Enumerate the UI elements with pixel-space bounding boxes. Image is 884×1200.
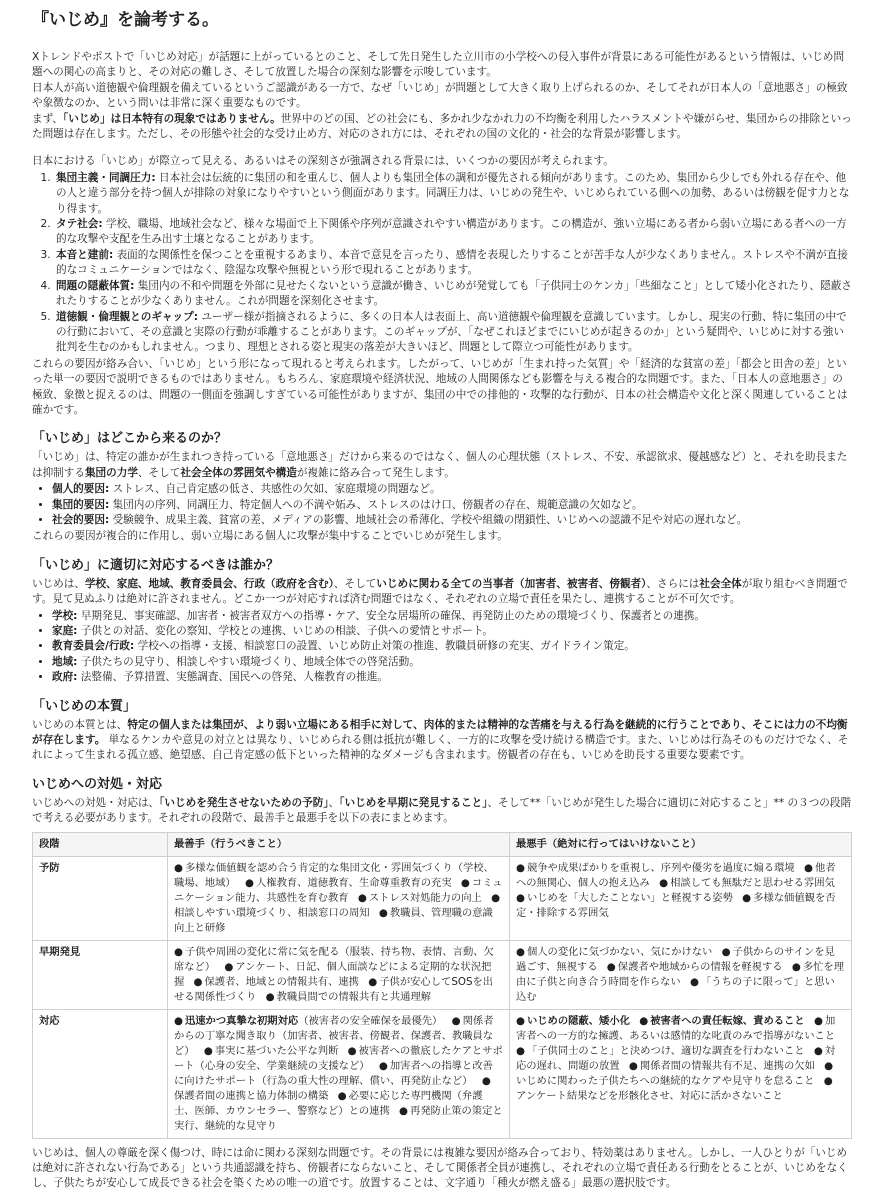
section-heading-who: 「いじめ」に適切に対応するべきは誰か？: [32, 557, 280, 573]
origin-item: [52, 513, 852, 528]
table-bullet-text: 「子供同士のこと」と決めつけ、適切な調査を行わないこと: [526, 1044, 805, 1057]
emphasis-text: いじめに関わる全ての当事者（加害者、被害者、傍観者）: [376, 577, 647, 590]
table-header-stage: 段階: [33, 832, 168, 856]
factors-intro: 日本における「いじめ」が際立って見える、あるいはその深刻さが強調される背景には、いくつかの要因が考えられます。: [32, 155, 614, 168]
body-text: いじめへの対処・対応は、: [32, 796, 160, 809]
factor-label: 問題の隠蔽体質:: [56, 279, 135, 292]
table-header-worst: 最悪手（絶対に行ってはいけないこと）: [509, 832, 851, 856]
table-bullet-text: 他者への無関心、個人の抱え込み: [515, 861, 836, 889]
who-item: [52, 624, 852, 639]
bullet-icon: ●: [203, 1044, 213, 1057]
table-cell-worst: [509, 856, 851, 940]
bullet-icon: ●: [173, 945, 183, 958]
bullet-icon: ●: [399, 1104, 409, 1117]
who-item-label: 地域:: [52, 655, 78, 668]
table-bullet-text: 再発防止策の策定と実行、継続的な見守り: [173, 1104, 503, 1132]
intro-paragraph-2: 日本人が高い道徳観や倫理観を備えているというご認識がある一方で、なぜ「いじめ」が問題として大きく取り上げられるのか、そしてそれが日本人の「意地悪さ」の極致や象徴なのか、という問いは非常に深く重要なものです。: [32, 81, 848, 110]
table-bullet-text: 教職員、管理職の意識向上と研修: [173, 906, 493, 934]
table-bullet-text: 保護者や地域からの情報を軽視する: [617, 960, 783, 973]
factor-text: 学校、職場、地域社会など、様々な場面で上下関係や序列が意識されやすい構造があります。この構造が、強い立場にある者から弱い立場にある者への一方的な攻撃や支配を生み出す土壌となることがあります。: [56, 218, 847, 246]
response-body: [32, 796, 852, 827]
who-item: [52, 639, 852, 654]
table-bullet-item: [516, 1045, 805, 1057]
bullet-icon: ●: [378, 1059, 388, 1072]
body-text: 、そして**「いじめが発生した場合に適切に対応すること」** の３つの段階で考える必要があります。それぞれの段階で、最善手と最悪手を以下の表にまとめます。: [32, 796, 852, 825]
table-bullet-text: 関係者間の情報共有不足、連携の欠如: [639, 1059, 815, 1072]
table-bullet-text: 多様な価値観を認め合う肯定的な集団文化・雰囲気づくり（学校、職場、地域）: [173, 861, 494, 889]
origin-item-label: 集団的要因:: [52, 498, 110, 511]
bullet-icon: ●: [515, 891, 525, 904]
table-bullet-text: 事実に基づいた公平な判断: [214, 1044, 339, 1057]
table-bullet-text: 関係者からの丁寧な聞き取り（加害者、被害者、傍観者、保護者、教職員など）: [173, 1014, 494, 1057]
emphasis-text: 社会全体: [699, 577, 742, 590]
page-title: 『いじめ』を論考する。: [32, 10, 219, 30]
factor-item: [54, 217, 852, 248]
bullet-icon: ●: [451, 1014, 461, 1027]
table-cell-worst: [509, 1009, 851, 1138]
table-bullet-text: コミュニケーション能力、共感性を育む教育: [173, 876, 503, 904]
bullet-icon: ●: [813, 1014, 823, 1027]
intro-rest: 世界中のどの国、どの社会にも、多かれ少なかれ力の不均衡を利用したハラスメントや嫌がらせ、集団からの排除といった問題は存在します。ただし、その形態や社会的な受け止め方、対応のされ方には、それぞれの国の文化的・社会的な背景が影響します。: [32, 112, 852, 141]
table-bullet-text: 教職員間での情報共有と共通理解: [276, 990, 432, 1003]
intro-paragraph-3: [32, 112, 852, 143]
emphasis-text: 学校、家庭、地域、教育委員会、行政（政府を含む）: [84, 577, 334, 590]
table-bullet-text: ストレス対処能力の向上: [368, 891, 482, 904]
factor-text: 表面的な関係性を保つことを重視するあまり、本音で意見を言ったり、感情を表現したりすることが苦手な人が少なくありません。ストレスや不満が直接的なコミュニケーションではなく、陰湿な攻撃や無視という形で現れることがあります。: [56, 248, 848, 277]
body-text: 、: [328, 796, 340, 809]
bullet-icon: ●: [173, 861, 183, 874]
body-text: 単なるケンカや意見の対立とは異なり、いじめられる側は抵抗が難しく、一方的に攻撃を受け続ける構造です。また、いじめは行為そのものだけでなく、それによって生まれる孤立感、絶望感、自己肯定感の低下といった精神的なダメージも含まれます。傍観者の存在も、いじめを助長する重要な要素です。: [32, 734, 849, 762]
response-table: [32, 832, 852, 1139]
bullet-icon: ●: [378, 906, 388, 919]
table-header-row: [33, 832, 852, 856]
bullet-icon: ●: [245, 876, 254, 889]
bullet-icon: ●: [689, 975, 699, 988]
intro-lead: まず、: [32, 112, 63, 125]
table-bullet-text: いじめを「大したことない」と軽視する姿勢: [526, 891, 733, 904]
body-text: が複雑に絡み合って発生します。: [296, 466, 455, 479]
table-bullet-text: 加害者への一方的な擁護、あるいは感情的な叱責のみで指導がないこと: [515, 1014, 836, 1042]
table-bullet-text: 個人の変化に気づかない、気にかけない: [526, 945, 713, 958]
table-bullet-item: [204, 1045, 339, 1057]
emphasis-text: 特定の個人または集団が、より弱い立場にある相手に対して、肉体的または精神的な苦痛を与える行為を継続的に行うことであり、そこには力の不均衡が存在します。: [32, 718, 848, 747]
table-bullet-item: [516, 862, 795, 874]
table-bullet-text: 保護者間の連携と協力体制の構築: [173, 1089, 329, 1102]
body-text: が取り組むべき問題です。見て見ぬふりは絶対に許されません。どこか一つが対応すれば済む問題ではなく、それぞれの立場で責任を果たし、連携することが不可欠です。: [32, 577, 848, 606]
table-bullet-item: [194, 976, 359, 988]
bullet-icon: ●: [721, 945, 731, 958]
table-bullet-item: [358, 892, 482, 904]
bullet-icon: ●: [639, 1014, 649, 1027]
body-text: 「いじめ」は、特定の誰かが生まれつき持っている「意地悪さ」だけから来るのではなく、個人の心理状態（ストレス、不安、承認欲求、優越感など）と、それを助長または抑制する: [32, 451, 848, 479]
body-text: いじめは、: [32, 577, 85, 590]
who-item-label: 学校:: [52, 609, 78, 622]
who-list: [32, 609, 852, 686]
factor-label: 道徳観・倫理観とのギャップ:: [56, 310, 198, 323]
table-row: [33, 856, 852, 940]
body-text: 、さらには: [646, 577, 700, 590]
who-item-text: 子供たちの見守り、相談しやすい環境づくり、地域全体での啓発活動。: [77, 655, 420, 668]
bullet-icon: ●: [791, 960, 801, 973]
table-bullet-text: 必要に応じた専門機関（弁護士、医師、カウンセラー、警察など）との連携: [173, 1089, 483, 1117]
bullet-icon: ●: [193, 975, 203, 988]
table-cell-best: [167, 1009, 509, 1138]
factors-list: [32, 171, 852, 356]
intro-paragraph-1: Xトレンドやポストで「いじめ対応」が話題に上がっているとのこと、そして先日発生した立川市の小学校への侵入事件が背景にある可能性があるという情報は、いじめ問題への関心の高まりと、その対応の難しさ、そして放置した場合の深刻な影響を示唆しています。: [32, 51, 845, 79]
table-bullet-item: [174, 1015, 442, 1027]
table-bullet-text: 相談しやすい環境づくり、相談窓口の周知: [173, 906, 370, 919]
bullet-icon: ●: [628, 1059, 638, 1072]
table-bullet-bold: 迅速かつ真摯な初期対応: [184, 1014, 299, 1027]
table-bullet-text: 「うちの子に限って」と思い込む: [515, 975, 835, 1003]
factors-conclusion: これらの要因が絡み合い、「いじめ」という形になって現れると考えられます。したがって、いじめが「生まれ持った気質」や「経済的な貧富の差」「都会と田舎の差」といった単一の要因で説明できるものではありません。もちろん、家庭環境や経済状況、地域の人間関係なども影響を与える複合的な問題です。また、「日本人の意地悪さ」の極致、象徴と捉えるのは、問題の一側面を強調しすぎている可能性がありますが、集団の中での排他的・攻撃的な行動が、日本の社会構造や文化と深く関連していることは確かです。: [32, 357, 848, 416]
table-bullet-bold: 被害者への責任転嫁、責めること: [650, 1014, 805, 1027]
origin-item-text: 受験競争、成果主義、貧富の差、メディアの影響、地域社会の希薄化、学校や組織の閉鎖性、いじめへの認識不足や対応の遅れなど。: [109, 513, 748, 526]
bullet-icon: ●: [347, 1044, 357, 1057]
table-bullet-text: 相談しても無駄だと思わせる雰囲気: [670, 876, 835, 889]
bullet-icon: ●: [515, 945, 525, 958]
table-bullet-text: 子供や周囲の変化に常に気を配る（服装、持ち物、表情、言動、欠席など）: [173, 945, 494, 973]
bullet-icon: ●: [337, 1089, 347, 1102]
bullet-icon: ●: [742, 891, 752, 904]
origin-item: [52, 498, 852, 513]
section-heading-response: いじめへの対処・対応: [32, 776, 163, 792]
essence-body: [32, 718, 852, 764]
bullet-icon: ●: [265, 990, 275, 1003]
bullet-icon: ●: [823, 1074, 833, 1087]
table-cell-worst: [509, 940, 851, 1009]
table-bullet-text: いじめに関わった子供たちへの継続的なケアや見守りを怠ること: [515, 1074, 815, 1087]
table-cell-stage: 対応: [33, 1009, 168, 1138]
bullet-icon: ●: [515, 861, 525, 874]
who-item: [52, 670, 852, 685]
table-bullet-text: 競争や成果ばかりを重視し、序列や優劣を過度に煽る環境: [526, 861, 795, 874]
intro-bold: 「いじめ」は日本特有の現象ではありません。: [62, 112, 281, 125]
body-text: 、そして: [137, 466, 181, 479]
table-bullet-item: [245, 877, 452, 889]
table-bullet-text: 多様な価値観を否定・排除する雰囲気: [515, 891, 836, 919]
factor-item: [54, 279, 852, 310]
table-cell-best: [167, 856, 509, 940]
factor-text: 集団内の不和や問題を外部に見せたくないという意識が働き、いじめが発覚しても「子供同士のケンカ」「些細なこと」として矮小化されたり、隠蔽されたりすることが少なくありません。これが問題を深刻化させます。: [56, 279, 852, 308]
table-bullet-note: （被害者の安全確保を最優先）: [298, 1014, 443, 1027]
section-heading-origin: 「いじめ」はどこから来るのか？: [32, 431, 228, 447]
table-bullet-item: [629, 1060, 815, 1072]
origin-body: [32, 450, 852, 481]
bullet-icon: ●: [491, 891, 501, 904]
bullet-icon: ●: [515, 1014, 525, 1027]
table-bullet-text: 対応の遅れ、問題の放置: [515, 1044, 836, 1072]
table-cell-stage: 早期発見: [33, 940, 168, 1009]
who-item-label: 家庭:: [52, 625, 78, 637]
emphasis-text: 「いじめを早期に発見すること」: [339, 796, 488, 809]
bullet-icon: ●: [659, 876, 669, 889]
table-bullet-text: 加害者への指導と改善に向けたサポート（行為の重大性の理解、償い、再発防止など）: [173, 1059, 493, 1087]
table-cell-stage: 予防: [33, 856, 168, 940]
table-bullet-text: アンケート結果などを形骸化させ、対応に活かさないこと: [515, 1089, 783, 1102]
body-text: いじめの本質とは、: [32, 718, 128, 731]
factor-label: 集団主義・同調圧力:: [56, 171, 156, 184]
who-item-label: 政府:: [52, 671, 78, 684]
who-item: [52, 609, 852, 624]
section-heading-essence: 「いじめの本質」: [32, 698, 137, 714]
factor-label: タテ社会:: [56, 218, 103, 231]
emphasis-text: 集団の力学: [84, 466, 138, 479]
table-bullet-item: [639, 1015, 804, 1027]
bullet-icon: ●: [606, 960, 616, 973]
factor-label: 本音と建前:: [56, 248, 114, 261]
bullet-icon: ●: [813, 1044, 823, 1057]
origin-item: [52, 482, 852, 497]
table-bullet-text: 被害者への徹底したケアとサポート（心身の安全、学業継続の支援など）: [173, 1044, 503, 1072]
table-bullet-text: 保護者、地域との情報共有、連携: [204, 975, 359, 988]
document: [16, 0, 868, 1192]
table-bullet-item: [607, 961, 783, 973]
table-bullet-item: [516, 946, 712, 958]
table-bullet-text: 子供が安心してSOSを出せる関係性づくり: [173, 975, 494, 1003]
table-row: [33, 940, 852, 1009]
bullet-icon: ●: [368, 975, 378, 988]
table-bullet-item: [266, 991, 431, 1003]
table-bullet-item: [659, 877, 835, 889]
factor-text: ユーザー様が指摘されるように、多くの日本人は表面上、高い道徳観や倫理観を意識しています。しかし、現実の行動、特に集団の中での行動において、その意識と実際の行動が乖離することがあります。このギャップが、「なぜこれほどまでにいじめが起きるのか」という疑問や、いじめに対する強い批判を生むのかもしれません。つまり、理想とされる姿と現実の落差が大きいほど、問題として際立つ可能性があります。: [56, 310, 847, 354]
bullet-icon: ●: [173, 1014, 183, 1027]
table-cell-best: [167, 940, 509, 1009]
factor-item: [54, 310, 852, 356]
origin-item-text: ストレス、自己肯定感の低さ、共感性の欠如、家庭環境の問題など。: [109, 483, 441, 496]
table-bullet-text: アンケート、日記、個人面談などによる定期的な状況把握: [173, 960, 492, 988]
table-row: [33, 1009, 852, 1138]
emphasis-text: 「いじめを発生させないための予防」: [159, 796, 329, 809]
who-item-text: 子供との対話、変化の察知、学校との連携、いじめの相談、子供への愛情とサポート。: [77, 625, 494, 637]
table-bullet-item: [516, 1015, 630, 1027]
bullet-icon: ●: [824, 1059, 834, 1072]
closing-paragraph: いじめは、個人の尊厳を深く傷つけ、時には命に関わる深刻な問題です。その背景には複雑な要因が絡み合っており、特効薬はありません。しかし、一人ひとりが「いじめは絶対に許されない行為である」という共通認識を持ち、傍観者にならないこと、そして関係者全員が連携し、それぞれの立場で責任ある行動をとることが、いじめをなくし、子供たちが安心して成長できる社会を築くための唯一の道です。放置することは、文字通り「種火が燃え盛る」最悪の選択肢です。: [32, 1146, 848, 1190]
who-item-text: 法整備、予算措置、実態調査、国民への啓発、人権教育の推進。: [77, 671, 389, 684]
origin-item-label: 個人的要因:: [52, 483, 110, 496]
emphasis-text: 社会全体の雰囲気や構造: [180, 466, 297, 479]
factor-item: [54, 248, 852, 279]
bullet-icon: ●: [803, 861, 813, 874]
table-bullet-text: 多忙を理由に子供と向き合う時間を作らない: [515, 960, 845, 988]
table-bullet-text: 人権教育、道徳教育、生命尊重教育の充実: [256, 876, 452, 889]
factor-text: 日本社会は伝統的に集団の和を重んじ、個人よりも集団全体の調和が優先される傾向があります。このため、集団から少しでも外れる存在や、他の人と違う部分を持つ個人が排除の対象になりやすいという側面があります。同調圧力は、いじめの発生や、いじめられている側への加勢、あるいは傍観を促す力となり得ます。: [56, 171, 850, 215]
who-body: [32, 577, 852, 608]
bullet-icon: ●: [460, 876, 470, 889]
table-bullet-item: [516, 892, 733, 904]
body-text: 、そして: [333, 577, 377, 590]
origin-conclusion: これらの要因が複合的に作用し、弱い立場にある個人に攻撃が集中することでいじめが発生します。: [32, 530, 508, 543]
origin-item-text: 集団内の序列、同調圧力、特定個人への不満や妬み、ストレスのはけ口、傍観者の存在、規範意識の欠如など。: [109, 498, 643, 511]
who-item-text: 早期発見、事実確認、加害者・被害者双方への指導・ケア、安全な居場所の確保、再発防止のための環境づくり、保護者との連携。: [77, 609, 705, 622]
who-item-label: 教育委員会/行政:: [52, 640, 135, 653]
bullet-icon: ●: [515, 1044, 525, 1057]
table-header-best: 最善手（行うべきこと）: [167, 832, 509, 856]
factor-item: [54, 171, 852, 217]
bullet-icon: ●: [224, 960, 234, 973]
table-bullet-text: 子供からのサインを見過ごす、無視する: [515, 945, 835, 973]
bullet-icon: ●: [481, 1074, 491, 1087]
who-item-text: 学校への指導・支援、相談窓口の設置、いじめ防止対策の推進、教職員研修の充実、ガイドライン策定。: [134, 640, 635, 653]
bullet-icon: ●: [357, 891, 367, 904]
origin-item-label: 社会的要因:: [52, 513, 110, 526]
table-bullet-bold: いじめの隠蔽、矮小化: [526, 1014, 630, 1027]
origin-list: [32, 482, 852, 528]
who-item: [52, 655, 852, 670]
